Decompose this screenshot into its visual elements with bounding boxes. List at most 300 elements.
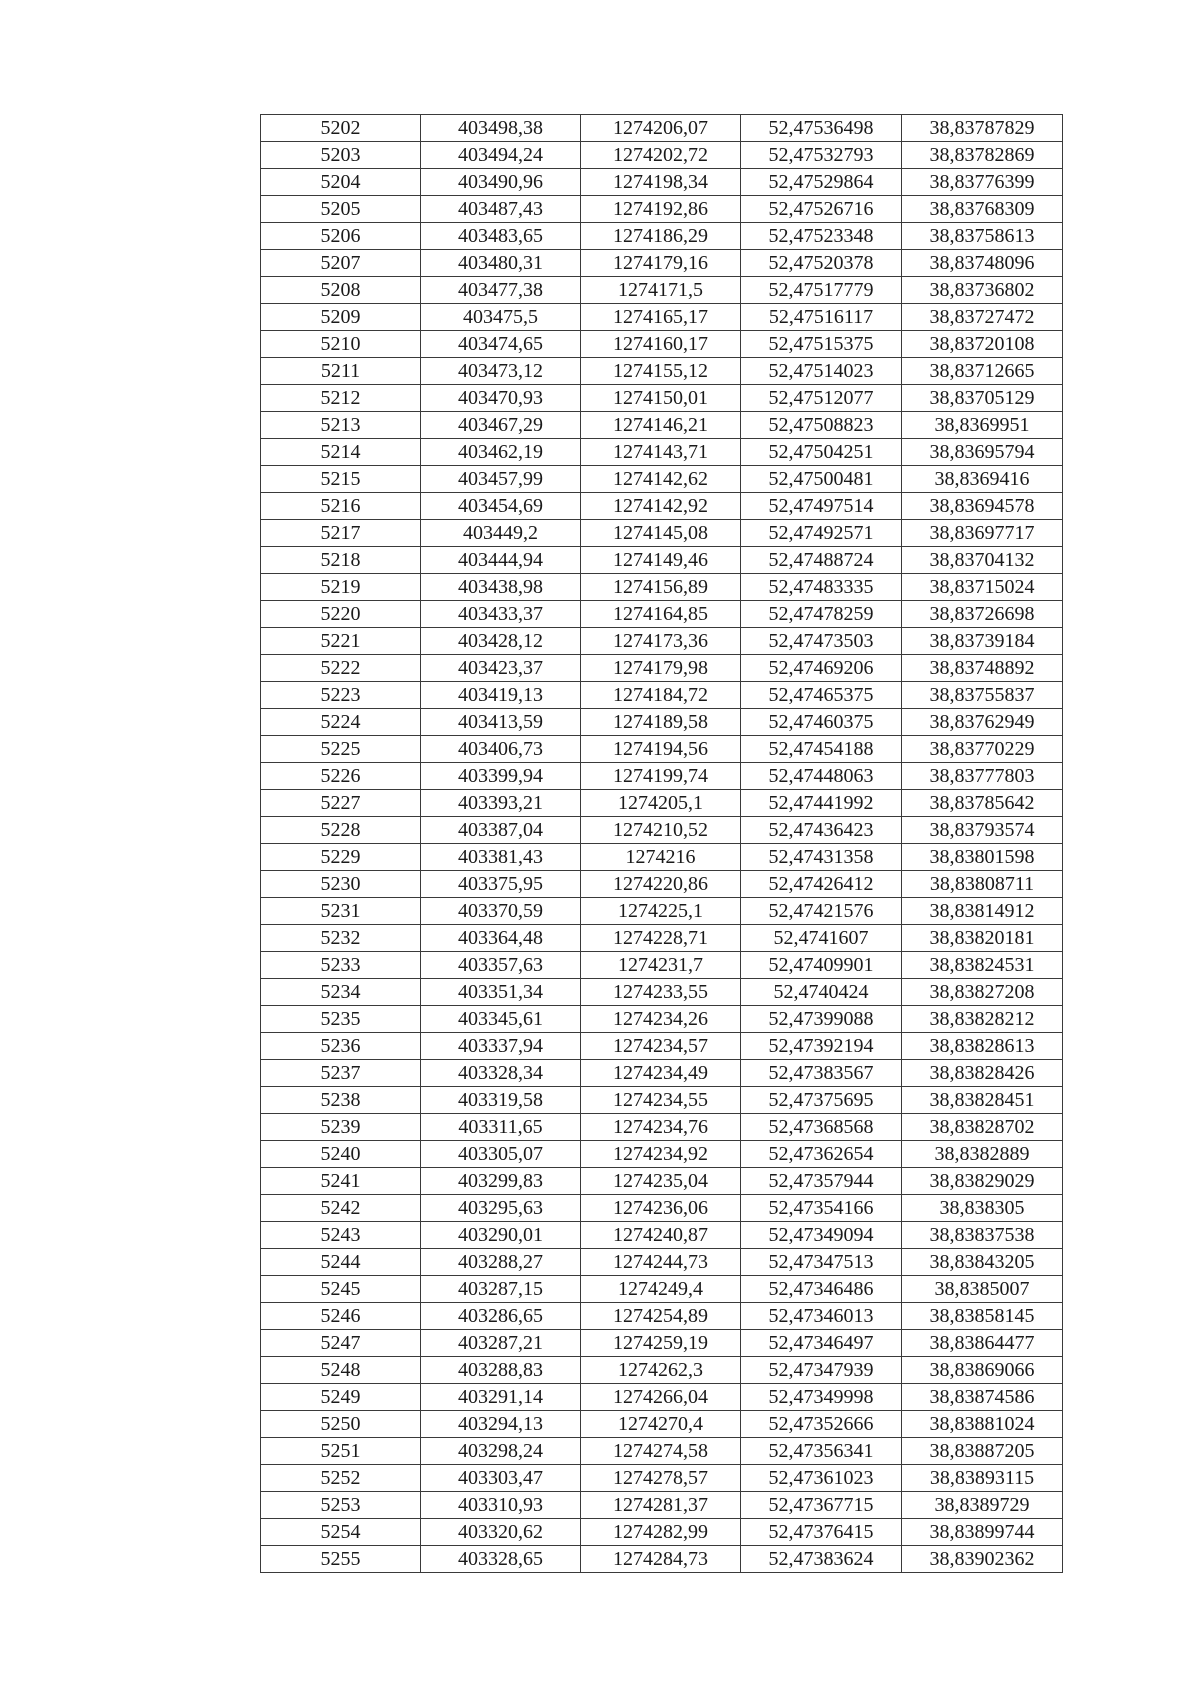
y-coordinate-cell: 1274231,7 (581, 952, 741, 979)
point-number-cell: 5226 (261, 763, 421, 790)
point-number-cell: 5204 (261, 169, 421, 196)
x-coordinate-cell: 403294,13 (421, 1411, 581, 1438)
x-coordinate-cell: 403357,63 (421, 952, 581, 979)
y-coordinate-cell: 1274142,92 (581, 493, 741, 520)
latitude-cell: 52,47426412 (741, 871, 902, 898)
latitude-cell: 52,47515375 (741, 331, 902, 358)
point-number-cell: 5236 (261, 1033, 421, 1060)
longitude-cell: 38,83843205 (902, 1249, 1063, 1276)
longitude-cell: 38,83808711 (902, 871, 1063, 898)
longitude-cell: 38,83899744 (902, 1519, 1063, 1546)
y-coordinate-cell: 1274240,87 (581, 1222, 741, 1249)
point-number-cell: 5248 (261, 1357, 421, 1384)
table-row (261, 439, 1063, 466)
latitude-cell: 52,47431358 (741, 844, 902, 871)
longitude-cell: 38,8382889 (902, 1141, 1063, 1168)
point-number-cell: 5211 (261, 358, 421, 385)
longitude-cell: 38,83820181 (902, 925, 1063, 952)
y-coordinate-cell: 1274274,58 (581, 1438, 741, 1465)
x-coordinate-cell: 403480,31 (421, 250, 581, 277)
x-coordinate-cell: 403364,48 (421, 925, 581, 952)
x-coordinate-cell: 403444,94 (421, 547, 581, 574)
point-number-cell: 5229 (261, 844, 421, 871)
longitude-cell: 38,83720108 (902, 331, 1063, 358)
table-row (261, 628, 1063, 655)
y-coordinate-cell: 1274155,12 (581, 358, 741, 385)
longitude-cell: 38,83869066 (902, 1357, 1063, 1384)
y-coordinate-cell: 1274189,58 (581, 709, 741, 736)
table-row (261, 115, 1063, 142)
latitude-cell: 52,47448063 (741, 763, 902, 790)
y-coordinate-cell: 1274194,56 (581, 736, 741, 763)
x-coordinate-cell: 403298,24 (421, 1438, 581, 1465)
point-number-cell: 5251 (261, 1438, 421, 1465)
latitude-cell: 52,47362654 (741, 1141, 902, 1168)
latitude-cell: 52,47483335 (741, 574, 902, 601)
longitude-cell: 38,83828451 (902, 1087, 1063, 1114)
point-number-cell: 5252 (261, 1465, 421, 1492)
x-coordinate-cell: 403299,83 (421, 1168, 581, 1195)
table-row (261, 925, 1063, 952)
longitude-cell: 38,83902362 (902, 1546, 1063, 1573)
table-row (261, 196, 1063, 223)
x-coordinate-cell: 403423,37 (421, 655, 581, 682)
y-coordinate-cell: 1274244,73 (581, 1249, 741, 1276)
y-coordinate-cell: 1274156,89 (581, 574, 741, 601)
point-number-cell: 5223 (261, 682, 421, 709)
latitude-cell: 52,47532793 (741, 142, 902, 169)
y-coordinate-cell: 1274164,85 (581, 601, 741, 628)
longitude-cell: 38,83828212 (902, 1006, 1063, 1033)
y-coordinate-cell: 1274186,29 (581, 223, 741, 250)
table-row (261, 412, 1063, 439)
point-number-cell: 5216 (261, 493, 421, 520)
latitude-cell: 52,47478259 (741, 601, 902, 628)
x-coordinate-cell: 403393,21 (421, 790, 581, 817)
point-number-cell: 5241 (261, 1168, 421, 1195)
x-coordinate-cell: 403449,2 (421, 520, 581, 547)
x-coordinate-cell: 403477,38 (421, 277, 581, 304)
x-coordinate-cell: 403474,65 (421, 331, 581, 358)
x-coordinate-cell: 403381,43 (421, 844, 581, 871)
latitude-cell: 52,4740424 (741, 979, 902, 1006)
longitude-cell: 38,83705129 (902, 385, 1063, 412)
x-coordinate-cell: 403428,12 (421, 628, 581, 655)
x-coordinate-cell: 403498,38 (421, 115, 581, 142)
x-coordinate-cell: 403387,04 (421, 817, 581, 844)
x-coordinate-cell: 403328,34 (421, 1060, 581, 1087)
latitude-cell: 52,47354166 (741, 1195, 902, 1222)
longitude-cell: 38,8389729 (902, 1492, 1063, 1519)
latitude-cell: 52,47441992 (741, 790, 902, 817)
x-coordinate-cell: 403310,93 (421, 1492, 581, 1519)
table-row (261, 1222, 1063, 1249)
x-coordinate-cell: 403483,65 (421, 223, 581, 250)
longitude-cell: 38,83704132 (902, 547, 1063, 574)
point-number-cell: 5233 (261, 952, 421, 979)
longitude-cell: 38,83827208 (902, 979, 1063, 1006)
x-coordinate-cell: 403287,21 (421, 1330, 581, 1357)
longitude-cell: 38,83762949 (902, 709, 1063, 736)
table-row (261, 1438, 1063, 1465)
latitude-cell: 52,47409901 (741, 952, 902, 979)
point-number-cell: 5205 (261, 196, 421, 223)
y-coordinate-cell: 1274150,01 (581, 385, 741, 412)
latitude-cell: 52,47514023 (741, 358, 902, 385)
x-coordinate-cell: 403438,98 (421, 574, 581, 601)
point-number-cell: 5244 (261, 1249, 421, 1276)
x-coordinate-cell: 403305,07 (421, 1141, 581, 1168)
point-number-cell: 5239 (261, 1114, 421, 1141)
latitude-cell: 52,47526716 (741, 196, 902, 223)
x-coordinate-cell: 403419,13 (421, 682, 581, 709)
point-number-cell: 5246 (261, 1303, 421, 1330)
latitude-cell: 52,47357944 (741, 1168, 902, 1195)
table-row (261, 1546, 1063, 1573)
longitude-cell: 38,83736802 (902, 277, 1063, 304)
point-number-cell: 5237 (261, 1060, 421, 1087)
table-row (261, 385, 1063, 412)
y-coordinate-cell: 1274249,4 (581, 1276, 741, 1303)
x-coordinate-cell: 403351,34 (421, 979, 581, 1006)
latitude-cell: 52,47383624 (741, 1546, 902, 1573)
longitude-cell: 38,83829029 (902, 1168, 1063, 1195)
y-coordinate-cell: 1274206,07 (581, 115, 741, 142)
x-coordinate-cell: 403287,15 (421, 1276, 581, 1303)
point-number-cell: 5232 (261, 925, 421, 952)
point-number-cell: 5210 (261, 331, 421, 358)
y-coordinate-cell: 1274225,1 (581, 898, 741, 925)
latitude-cell: 52,47454188 (741, 736, 902, 763)
latitude-cell: 52,47346486 (741, 1276, 902, 1303)
x-coordinate-cell: 403290,01 (421, 1222, 581, 1249)
y-coordinate-cell: 1274192,86 (581, 196, 741, 223)
longitude-cell: 38,83828426 (902, 1060, 1063, 1087)
table-row (261, 1519, 1063, 1546)
table-row (261, 142, 1063, 169)
y-coordinate-cell: 1274143,71 (581, 439, 741, 466)
longitude-cell: 38,83758613 (902, 223, 1063, 250)
y-coordinate-cell: 1274254,89 (581, 1303, 741, 1330)
y-coordinate-cell: 1274173,36 (581, 628, 741, 655)
table-row (261, 1087, 1063, 1114)
latitude-cell: 52,47497514 (741, 493, 902, 520)
table-row (261, 277, 1063, 304)
table-row (261, 1411, 1063, 1438)
point-number-cell: 5245 (261, 1276, 421, 1303)
point-number-cell: 5212 (261, 385, 421, 412)
latitude-cell: 52,47469206 (741, 655, 902, 682)
table-row (261, 358, 1063, 385)
longitude-cell: 38,83748096 (902, 250, 1063, 277)
x-coordinate-cell: 403375,95 (421, 871, 581, 898)
longitude-cell: 38,83858145 (902, 1303, 1063, 1330)
point-number-cell: 5221 (261, 628, 421, 655)
table-row (261, 250, 1063, 277)
table-row (261, 763, 1063, 790)
point-number-cell: 5238 (261, 1087, 421, 1114)
point-number-cell: 5214 (261, 439, 421, 466)
latitude-cell: 52,47517779 (741, 277, 902, 304)
x-coordinate-cell: 403490,96 (421, 169, 581, 196)
latitude-cell: 52,47375695 (741, 1087, 902, 1114)
longitude-cell: 38,838305 (902, 1195, 1063, 1222)
point-number-cell: 5242 (261, 1195, 421, 1222)
latitude-cell: 52,47399088 (741, 1006, 902, 1033)
y-coordinate-cell: 1274234,55 (581, 1087, 741, 1114)
coordinates-table-body (261, 115, 1063, 1573)
y-coordinate-cell: 1274205,1 (581, 790, 741, 817)
point-number-cell: 5231 (261, 898, 421, 925)
point-number-cell: 5209 (261, 304, 421, 331)
longitude-cell: 38,83726698 (902, 601, 1063, 628)
table-row (261, 1465, 1063, 1492)
x-coordinate-cell: 403303,47 (421, 1465, 581, 1492)
latitude-cell: 52,47392194 (741, 1033, 902, 1060)
table-row (261, 1114, 1063, 1141)
y-coordinate-cell: 1274270,4 (581, 1411, 741, 1438)
latitude-cell: 52,47536498 (741, 115, 902, 142)
table-row (261, 493, 1063, 520)
longitude-cell: 38,83739184 (902, 628, 1063, 655)
x-coordinate-cell: 403345,61 (421, 1006, 581, 1033)
x-coordinate-cell: 403320,62 (421, 1519, 581, 1546)
longitude-cell: 38,8369416 (902, 466, 1063, 493)
longitude-cell: 38,83793574 (902, 817, 1063, 844)
table-row (261, 169, 1063, 196)
y-coordinate-cell: 1274235,04 (581, 1168, 741, 1195)
latitude-cell: 52,47516117 (741, 304, 902, 331)
longitude-cell: 38,83782869 (902, 142, 1063, 169)
table-row (261, 547, 1063, 574)
latitude-cell: 52,47347513 (741, 1249, 902, 1276)
latitude-cell: 52,47520378 (741, 250, 902, 277)
x-coordinate-cell: 403462,19 (421, 439, 581, 466)
longitude-cell: 38,83828702 (902, 1114, 1063, 1141)
point-number-cell: 5206 (261, 223, 421, 250)
x-coordinate-cell: 403288,27 (421, 1249, 581, 1276)
point-number-cell: 5219 (261, 574, 421, 601)
y-coordinate-cell: 1274202,72 (581, 142, 741, 169)
latitude-cell: 52,47421576 (741, 898, 902, 925)
longitude-cell: 38,83837538 (902, 1222, 1063, 1249)
latitude-cell: 52,47508823 (741, 412, 902, 439)
y-coordinate-cell: 1274262,3 (581, 1357, 741, 1384)
y-coordinate-cell: 1274282,99 (581, 1519, 741, 1546)
y-coordinate-cell: 1274142,62 (581, 466, 741, 493)
table-row (261, 709, 1063, 736)
y-coordinate-cell: 1274184,72 (581, 682, 741, 709)
latitude-cell: 52,47488724 (741, 547, 902, 574)
table-row (261, 817, 1063, 844)
longitude-cell: 38,83777803 (902, 763, 1063, 790)
latitude-cell: 52,47529864 (741, 169, 902, 196)
x-coordinate-cell: 403467,29 (421, 412, 581, 439)
x-coordinate-cell: 403291,14 (421, 1384, 581, 1411)
x-coordinate-cell: 403406,73 (421, 736, 581, 763)
longitude-cell: 38,83770229 (902, 736, 1063, 763)
table-row (261, 655, 1063, 682)
longitude-cell: 38,83864477 (902, 1330, 1063, 1357)
latitude-cell: 52,47367715 (741, 1492, 902, 1519)
longitude-cell: 38,83785642 (902, 790, 1063, 817)
longitude-cell: 38,83801598 (902, 844, 1063, 871)
y-coordinate-cell: 1274233,55 (581, 979, 741, 1006)
y-coordinate-cell: 1274228,71 (581, 925, 741, 952)
table-row (261, 736, 1063, 763)
table-row (261, 1303, 1063, 1330)
x-coordinate-cell: 403337,94 (421, 1033, 581, 1060)
y-coordinate-cell: 1274281,37 (581, 1492, 741, 1519)
x-coordinate-cell: 403433,37 (421, 601, 581, 628)
longitude-cell: 38,83748892 (902, 655, 1063, 682)
x-coordinate-cell: 403328,65 (421, 1546, 581, 1573)
latitude-cell: 52,47473503 (741, 628, 902, 655)
x-coordinate-cell: 403286,65 (421, 1303, 581, 1330)
y-coordinate-cell: 1274220,86 (581, 871, 741, 898)
x-coordinate-cell: 403487,43 (421, 196, 581, 223)
point-number-cell: 5230 (261, 871, 421, 898)
table-row (261, 466, 1063, 493)
table-row (261, 223, 1063, 250)
table-row (261, 682, 1063, 709)
x-coordinate-cell: 403494,24 (421, 142, 581, 169)
point-number-cell: 5247 (261, 1330, 421, 1357)
y-coordinate-cell: 1274149,46 (581, 547, 741, 574)
y-coordinate-cell: 1274210,52 (581, 817, 741, 844)
latitude-cell: 52,47346013 (741, 1303, 902, 1330)
latitude-cell: 52,47523348 (741, 223, 902, 250)
latitude-cell: 52,47500481 (741, 466, 902, 493)
table-row (261, 844, 1063, 871)
table-row (261, 1060, 1063, 1087)
longitude-cell: 38,83887205 (902, 1438, 1063, 1465)
point-number-cell: 5207 (261, 250, 421, 277)
x-coordinate-cell: 403473,12 (421, 358, 581, 385)
x-coordinate-cell: 403370,59 (421, 898, 581, 925)
latitude-cell: 52,47465375 (741, 682, 902, 709)
y-coordinate-cell: 1274179,98 (581, 655, 741, 682)
longitude-cell: 38,83874586 (902, 1384, 1063, 1411)
latitude-cell: 52,47376415 (741, 1519, 902, 1546)
x-coordinate-cell: 403413,59 (421, 709, 581, 736)
y-coordinate-cell: 1274171,5 (581, 277, 741, 304)
longitude-cell: 38,8385007 (902, 1276, 1063, 1303)
table-row (261, 1492, 1063, 1519)
point-number-cell: 5202 (261, 115, 421, 142)
table-row (261, 871, 1063, 898)
y-coordinate-cell: 1274160,17 (581, 331, 741, 358)
y-coordinate-cell: 1274165,17 (581, 304, 741, 331)
longitude-cell: 38,83694578 (902, 493, 1063, 520)
point-number-cell: 5234 (261, 979, 421, 1006)
latitude-cell: 52,47347939 (741, 1357, 902, 1384)
y-coordinate-cell: 1274234,26 (581, 1006, 741, 1033)
x-coordinate-cell: 403454,69 (421, 493, 581, 520)
table-row (261, 331, 1063, 358)
longitude-cell: 38,83787829 (902, 115, 1063, 142)
point-number-cell: 5250 (261, 1411, 421, 1438)
longitude-cell: 38,83824531 (902, 952, 1063, 979)
y-coordinate-cell: 1274236,06 (581, 1195, 741, 1222)
point-number-cell: 5220 (261, 601, 421, 628)
point-number-cell: 5218 (261, 547, 421, 574)
longitude-cell: 38,83893115 (902, 1465, 1063, 1492)
y-coordinate-cell: 1274234,76 (581, 1114, 741, 1141)
point-number-cell: 5217 (261, 520, 421, 547)
y-coordinate-cell: 1274216 (581, 844, 741, 871)
y-coordinate-cell: 1274199,74 (581, 763, 741, 790)
y-coordinate-cell: 1274145,08 (581, 520, 741, 547)
table-row (261, 304, 1063, 331)
x-coordinate-cell: 403475,5 (421, 304, 581, 331)
table-row (261, 1141, 1063, 1168)
table-row (261, 952, 1063, 979)
point-number-cell: 5243 (261, 1222, 421, 1249)
longitude-cell: 38,83695794 (902, 439, 1063, 466)
longitude-cell: 38,83881024 (902, 1411, 1063, 1438)
longitude-cell: 38,83697717 (902, 520, 1063, 547)
table-row (261, 979, 1063, 1006)
table-row (261, 1330, 1063, 1357)
longitude-cell: 38,83768309 (902, 196, 1063, 223)
table-row (261, 1033, 1063, 1060)
x-coordinate-cell: 403319,58 (421, 1087, 581, 1114)
longitude-cell: 38,83814912 (902, 898, 1063, 925)
point-number-cell: 5254 (261, 1519, 421, 1546)
x-coordinate-cell: 403288,83 (421, 1357, 581, 1384)
latitude-cell: 52,47356341 (741, 1438, 902, 1465)
longitude-cell: 38,83727472 (902, 304, 1063, 331)
y-coordinate-cell: 1274198,34 (581, 169, 741, 196)
table-row (261, 790, 1063, 817)
point-number-cell: 5235 (261, 1006, 421, 1033)
coordinates-table (260, 114, 1063, 1573)
table-row (261, 1357, 1063, 1384)
latitude-cell: 52,47504251 (741, 439, 902, 466)
latitude-cell: 52,47349094 (741, 1222, 902, 1249)
latitude-cell: 52,47352666 (741, 1411, 902, 1438)
x-coordinate-cell: 403311,65 (421, 1114, 581, 1141)
longitude-cell: 38,8369951 (902, 412, 1063, 439)
point-number-cell: 5227 (261, 790, 421, 817)
x-coordinate-cell: 403399,94 (421, 763, 581, 790)
longitude-cell: 38,83715024 (902, 574, 1063, 601)
y-coordinate-cell: 1274234,92 (581, 1141, 741, 1168)
point-number-cell: 5222 (261, 655, 421, 682)
latitude-cell: 52,47492571 (741, 520, 902, 547)
longitude-cell: 38,83755837 (902, 682, 1063, 709)
latitude-cell: 52,47512077 (741, 385, 902, 412)
latitude-cell: 52,47349998 (741, 1384, 902, 1411)
table-row (261, 1195, 1063, 1222)
latitude-cell: 52,4741607 (741, 925, 902, 952)
y-coordinate-cell: 1274284,73 (581, 1546, 741, 1573)
y-coordinate-cell: 1274259,19 (581, 1330, 741, 1357)
table-row (261, 601, 1063, 628)
point-number-cell: 5215 (261, 466, 421, 493)
table-row (261, 898, 1063, 925)
y-coordinate-cell: 1274278,57 (581, 1465, 741, 1492)
table-row (261, 520, 1063, 547)
latitude-cell: 52,47361023 (741, 1465, 902, 1492)
latitude-cell: 52,47346497 (741, 1330, 902, 1357)
longitude-cell: 38,83776399 (902, 169, 1063, 196)
point-number-cell: 5224 (261, 709, 421, 736)
y-coordinate-cell: 1274146,21 (581, 412, 741, 439)
point-number-cell: 5249 (261, 1384, 421, 1411)
point-number-cell: 5228 (261, 817, 421, 844)
